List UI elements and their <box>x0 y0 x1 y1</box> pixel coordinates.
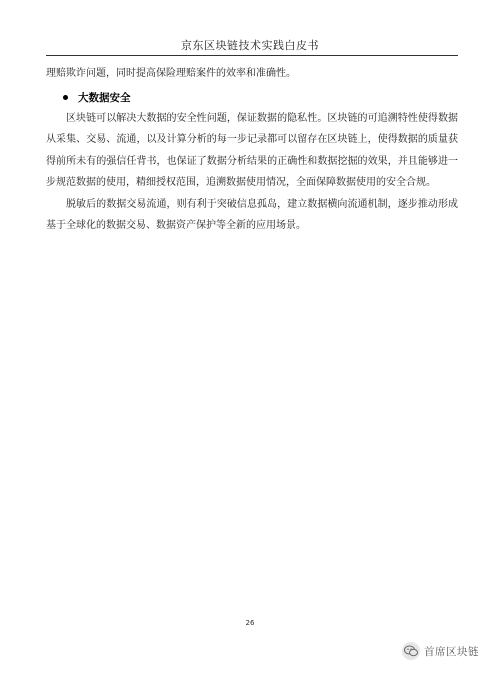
body-paragraph: 区块链可以解决大数据的安全性问题，保证数据的隐私性。区块链的可追溯特性使得数据从采集、交易、流通，以及计算分析的每一步记录都可以留存在区块链上，使得数据的质量获得前所未有的强信任背书，也保证了数据分析结果的正确性和数据挖掘的效果，并且能够进一步规范数据的使用，精细授权范围，追溯数据使用情况，全面保障数据使用的安全合规。 <box>46 112 458 188</box>
wechat-icon <box>402 642 420 660</box>
page-content <box>46 63 458 237</box>
page-header: 京东区块链技术实践白皮书 <box>181 39 319 52</box>
section-title: 大数据安全 <box>78 92 131 104</box>
watermark-text: 首席区块链 <box>424 645 479 658</box>
header-divider <box>46 55 458 56</box>
body-paragraph: 脱敏后的数据交易流通，则有利于突破信息孤岛，建立数据横向流通机制，逐步推动形成基于全球化的数据交易、数据资产保护等全新的应用场景。 <box>46 198 458 231</box>
section-heading <box>46 88 458 108</box>
watermark <box>402 640 479 662</box>
bullet-icon <box>63 95 68 100</box>
page-number: 26 <box>245 619 255 627</box>
continuation-paragraph: 理赔欺诈问题，同时提高保险理赔案件的效率和准确性。 <box>46 68 296 79</box>
